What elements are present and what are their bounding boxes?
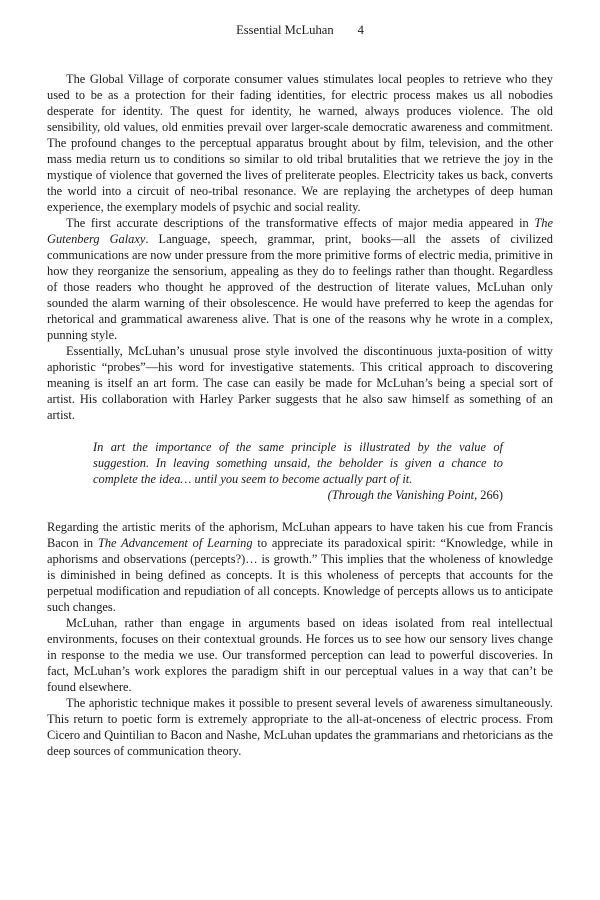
quote-attribution — [93, 487, 503, 503]
italic-text-run: (Through the Vanishing Point, — [327, 488, 478, 502]
blockquote — [93, 439, 503, 487]
page-body — [47, 71, 553, 759]
text-run: The Global Village of corporate consumer values stimulates local peoples to retrieve who they used to be as a protection for their fading identities, for electric process makes us all nobodies desperate for identity. The quest for identity, he warned, always produces violence. The old sensibility, old values, old enmities prevail over larger-scale democratic awareness and commitment. The profound changes to the perceptual apparatus brought about by film, television, and the other mass media return us to conditions so similar to old tribal brutalities that we retrieve the joy in the mystique of violence that governed the lives of preliterate peoples. Electricity takes us back, converts the world into a circuit of neo-tribal resonance. We are replaying the archetypes of deep human experience, the exemplary models of psychic and social reality. — [47, 72, 553, 214]
paragraph — [47, 71, 553, 215]
text-run: McLuhan, rather than engage in arguments based on ideas isolated from real intellectual environments, focuses on their contextual grounds. He forces us to see how our sensory lives change in response to the media we use. Our transformed perception can lead to powerful discoveries. In fact, McLuhan’s work explores the paradigm shift in our perceptual values in a way that can’t be found elsewhere. — [47, 616, 553, 694]
running-header — [0, 23, 600, 38]
paragraph — [47, 519, 553, 615]
italic-text-run: In art the importance of the same principle is illustrated by the value of suggestion. In leaving something unsaid, the beholder is given a chance to complete the idea… until you seem to become actually part of it. — [93, 440, 503, 486]
page-number: 4 — [357, 23, 364, 37]
paragraph — [47, 215, 553, 343]
paragraph — [47, 615, 553, 695]
text-run: to appreciate its paradoxical spirit: “Knowledge, while in aphorisms and observations (percepts?)… is growth.” This implies that the wholeness of knowledge is diminished in being defined as concepts. It is this wholeness of percepts that accounts for the perpetual modification and repudiation of all concepts. Knowledge of percepts allows us to anticipate such changes. — [47, 536, 553, 614]
text-run: Regarding the artistic merits of the aphorism, McLuhan appears to have taken his cue from Francis Bacon in — [47, 520, 553, 550]
italic-text-run: The Gutenberg Galaxy — [47, 216, 553, 246]
italic-text-run: The Advancement of Learning — [97, 536, 253, 550]
paragraph — [47, 343, 553, 423]
paragraph — [47, 695, 553, 759]
text-run: . Language, speech, grammar, print, books—all the assets of civilized communications are now under pressure from the more primitive forms of electric media, primitive in how they reorganize the sensorium, appealing as they do to feelings rather than thought. Regardless of those readers who thought he approved of the destruction of literate values, McLuhan only sounded the alarm warning of their obsolescence. He would have preferred to keep the agendas for rhetorical and grammatical awareness alive. That is one of the reasons why he wrote in a complex, punning style. — [47, 232, 553, 342]
text-run: The first accurate descriptions of the transformative effects of major media appeared in — [66, 216, 535, 230]
text-run: Essentially, McLuhan’s unusual prose style involved the discontinuous juxta-position of witty aphoristic “probes”—his word for investigative statements. This critical approach to discovering meaning is itself an art form. The case can easily be made for McLuhan’s being a special sort of artist. His collaboration with Harley Parker suggests that he also saw himself as something of an artist. — [47, 344, 553, 422]
text-run: 266) — [477, 488, 503, 502]
text-run: The aphoristic technique makes it possible to present several levels of awareness simultaneously. This return to poetic form is extremely appropriate to the all-at-onceness of electric process. From Cicero and Quintilian to Bacon and Nashe, McLuhan updates the grammarians and rhetoricians as the deep sources of communication theory. — [47, 696, 553, 758]
book-title: Essential McLuhan — [236, 23, 334, 37]
